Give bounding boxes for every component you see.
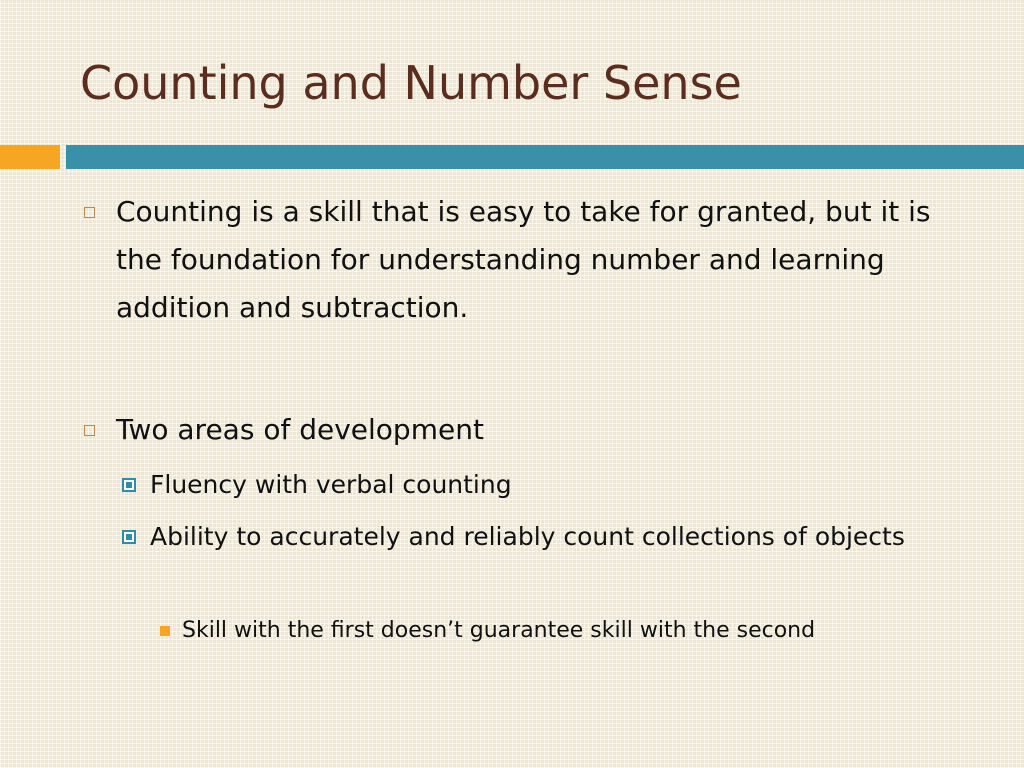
bullet-counting-foundation xyxy=(80,188,950,332)
sub-bullet-text: Fluency with verbal counting xyxy=(150,470,512,499)
hollow-square-bullet-icon xyxy=(84,425,95,436)
accent-orange-block xyxy=(0,145,60,169)
square-bullet-icon xyxy=(122,478,136,492)
filled-square-bullet-icon xyxy=(160,626,170,636)
bullet-text: Counting is a skill that is easy to take for granted, but it is the foundation for understanding number and learning addition and subtraction. xyxy=(116,195,931,324)
bullet-two-areas xyxy=(80,406,950,454)
sub-sub-bullet-skill-guarantee xyxy=(158,614,958,648)
accent-teal-bar xyxy=(66,145,1024,169)
bullet-text: Two areas of development xyxy=(116,413,484,446)
square-bullet-icon xyxy=(122,530,136,544)
sub-sub-bullet-text: Skill with the first doesn’t guarantee skill with the second xyxy=(182,618,816,643)
hollow-square-bullet-icon xyxy=(84,207,95,218)
sub-bullet-text: Ability to accurately and reliably count collections of objects xyxy=(150,522,905,551)
slide-title: Counting and Number Sense xyxy=(80,56,742,110)
sub-bullet-verbal-counting xyxy=(120,463,940,507)
sub-bullet-count-collections xyxy=(120,515,940,559)
